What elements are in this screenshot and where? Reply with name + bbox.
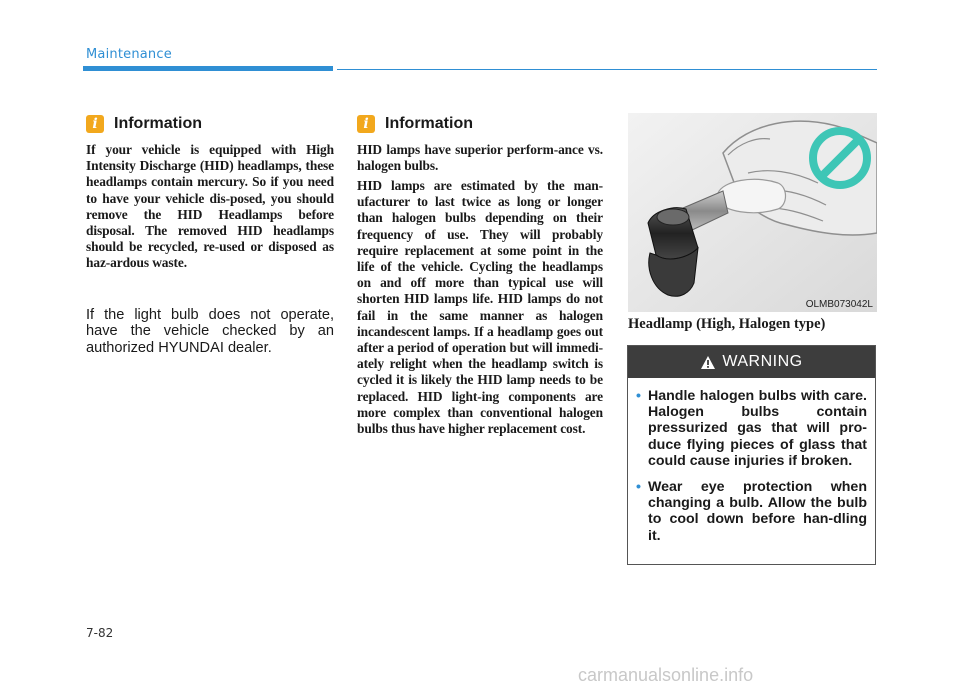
section-title: Maintenance xyxy=(86,47,172,62)
warning-item xyxy=(636,479,867,544)
left-info-paragraph-1: If your vehicle is equipped with High Intensity Discharge (HID) headlamps, these headlamps contain mercury. So if you need to have your vehicle dis-posed, you should remove the HID Headlamps before disposal. The removed HID headlamps should be recycled, re-used or disposed as haz-ardous waste. xyxy=(86,142,334,271)
mid-info-paragraph-1: HID lamps have superior perform-ance vs. halogen bulbs. xyxy=(357,142,603,174)
mid-info-paragraph-2: HID lamps are estimated by the man-ufacturer to last twice as long or longer than halogen bulbs depending on their frequency of use. They will probably require replacement at some point in the life of the vehicle. Cycling the headlamps on and off more than typical use will shorten HID lamps life. HID lamps do not fail in the same manner as halogen incandescent lamps. If a headlamp goes out after a period of operation but will immedi-ately relight when the headlamp switch is cycled it is likely the HID lamp needs to be replaced. HID light-ing components are more complex than conventional halogen bulbs thus have higher replacement cost. xyxy=(357,178,603,437)
warning-header xyxy=(628,346,875,378)
header-rule-thick xyxy=(83,66,333,71)
hand-holding-bulb-illustration xyxy=(628,113,877,312)
warning-triangle-icon xyxy=(700,355,716,370)
warning-title: WARNING xyxy=(722,353,803,370)
warning-box xyxy=(627,345,876,565)
left-info-header xyxy=(86,115,202,133)
headlamp-photo xyxy=(628,113,877,312)
page-number: 7-82 xyxy=(86,626,114,640)
warning-item xyxy=(636,388,867,469)
info-icon: i xyxy=(357,115,375,133)
mid-info-title: Information xyxy=(385,115,473,132)
info-icon: i xyxy=(86,115,104,133)
left-info-paragraph-2: If the light bulb does not operate, have the vehicle checked by an authorized HYUNDAI dealer. xyxy=(86,307,334,356)
warning-list xyxy=(628,378,875,544)
header-rule-thin xyxy=(337,69,877,70)
left-info-title: Information xyxy=(114,115,202,132)
bullet-icon: • xyxy=(636,388,641,404)
warning-item-text: Handle halogen bulbs with care. Halogen bulbs contain pressurized gas that will pro-duce flying pieces of glass that could cause injuries if broken. xyxy=(648,388,867,469)
figure-caption: Headlamp (High, Halogen type) xyxy=(628,316,826,332)
watermark: carmanualsonline.info xyxy=(578,665,754,685)
figure-code: OLMB073042L xyxy=(805,299,873,310)
bullet-icon: • xyxy=(636,479,641,496)
mid-info-header xyxy=(357,115,473,133)
warning-item-text: Wear eye protection when changing a bulb. Allow the bulb to cool down before han-dling it. xyxy=(648,479,867,544)
